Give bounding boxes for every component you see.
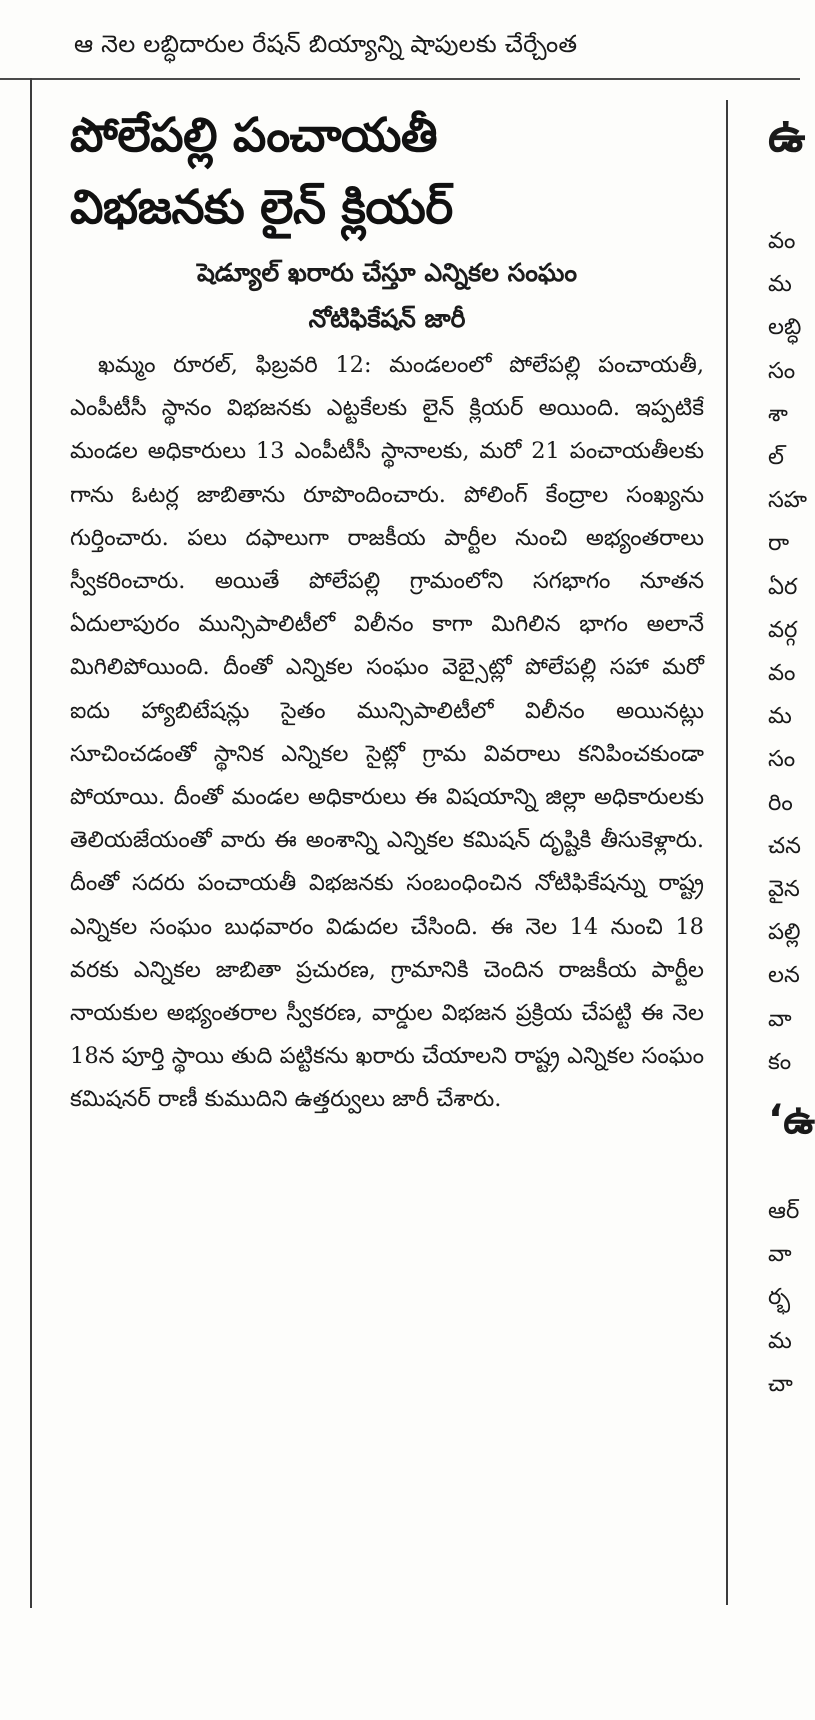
next-column-line-fragment: సం — [768, 357, 796, 384]
previous-article-tail — [0, 0, 800, 80]
next-column-line-fragment: సం — [768, 746, 796, 773]
next-column-line-fragment: మ — [768, 703, 792, 730]
next-column-lines-2 — [768, 1190, 808, 1406]
next-column-line-fragment: వర్గ — [768, 616, 798, 643]
next-column-line-fragment: లన — [768, 962, 800, 989]
next-column-line-fragment: ఆర్ — [768, 1198, 800, 1225]
next-column-line-fragment: లబ్ధి — [768, 314, 802, 341]
next-column-line-fragment: రిం — [768, 789, 793, 816]
next-column-line-fragment: ర్భ — [768, 1284, 791, 1311]
next-column-headline: ఉ — [768, 108, 806, 163]
next-column-line-fragment: చా — [768, 1370, 793, 1397]
headline-line-1: పోలేపల్లి పంచాయతీ — [70, 108, 438, 163]
next-column-lines — [768, 220, 808, 1084]
next-column-line-fragment: వం — [768, 660, 796, 687]
next-column-line-fragment: వైన — [768, 876, 800, 903]
next-column-line-fragment: మ — [768, 1327, 792, 1354]
column-rule-left — [30, 78, 32, 1608]
headline-line-2: విభజనకు లైన్ క్లియర్ — [70, 180, 453, 235]
next-column-line-fragment: పల్లి — [768, 919, 801, 946]
next-column-line-fragment: వా — [768, 1005, 792, 1032]
next-column-line-fragment: వం — [768, 228, 796, 254]
next-column-quote-heading: ‘ఉ — [768, 1097, 815, 1144]
next-column-line-fragment: కం — [768, 1048, 792, 1075]
next-column-line-fragment: రా — [768, 530, 790, 557]
news-article — [70, 100, 704, 1122]
article-body: ఖమ్మం రూరల్, ఫిబ్రవరి 12: మండలంలో పోలేపల్లి పంచాయతీ, ఎంపీటీసీ స్థానం విభజనకు ఎట్టకేలకు లైన్ క్లియర్ అయింది. ఇప్పటికే మండల అధికారులు 13 ఎంపీటీసీ స్థానాలకు, మరో 21 పంచాయతీలకు గాను ఓటర్ల జాబితాను రూపొందించారు. పోలింగ్ కేంద్రాల సంఖ్యను గుర్తించారు. పలు దఫాలుగా రాజకీయ పార్టీల నుంచి అభ్యంతరాలు స్వీకరించారు. అయితే పోలేపల్లి గ్రామంలోని సగభాగం నూతన ఏదులాపురం మున్సిపాలిటీలో విలీనం కాగా మిగిలిన భాగం అలానే మిగిలిపోయింది. దీంతో ఎన్నికల సంఘం వెబ్సైట్లో పోలేపల్లి సహా మరో ఐదు హ్యాబిటేషన్లు సైతం మున్సిపాలిటీలో విలీనం అయినట్లు సూచించడంతో స్థానిక ఎన్నికల సైట్లో గ్రామ వివరాలు కనిపించకుండా పోయాయి. దీంతో మండల అధికారులు ఈ విషయాన్ని జిల్లా అధికారులకు తెలియజేయంతో వారు ఈ అంశాన్ని ఎన్నికల కమిషన్ దృష్టికి తీసుకెళ్లారు. దీంతో సదరు పంచాయతీ విభజనకు సంబంధించిన నోటిఫికేషన్ను రాష్ట్ర ఎన్నికల సంఘం బుధవారం విడుదల చేసింది. ఈ నెల 14 నుంచి 18 వరకు ఎన్నికల జాబితా ప్రచురణ, గ్రామానికి చెందిన రాజకీయ పార్టీల నాయకుల అభ్యంతరాల స్వీకరణ, వార్డుల విభజన ప్రక్రియ చేపట్టి ఈ నెల 18న పూర్తి స్థాయి తుది పట్టికను ఖరారు చేయాలని రాష్ట్ర ఎన్నికల సంఘం కమిషనర్ రాణీ కుముదిని ఉత్తర్వులు జారీ చేశారు. — [70, 352, 704, 1113]
subhead-line-1: షెడ్యూల్ ఖరారు చేస్తూ ఎన్నికల సంఘం — [196, 258, 578, 287]
column-rule-right — [726, 100, 728, 1605]
next-column-fragment — [768, 100, 815, 1406]
next-column-line-fragment: చన — [768, 832, 801, 859]
previous-article-last-line: ఆ నెల లబ్ధిదారుల రేషన్ బియ్యాన్ని షాపులకు చేర్చేంత — [74, 30, 578, 58]
next-column-line-fragment: ల్ — [768, 444, 784, 471]
next-column-line-fragment: ఏర — [768, 573, 798, 600]
next-column-line-fragment: వా — [768, 1241, 792, 1268]
next-column-line-fragment: సహ — [768, 487, 808, 514]
article-subheading — [70, 250, 704, 342]
next-column-line-fragment: శా — [768, 400, 788, 427]
subhead-line-2: నోటిఫికేషన్ జారీ — [308, 304, 466, 333]
next-column-line-fragment: మ — [768, 271, 792, 298]
article-headline — [70, 100, 704, 244]
